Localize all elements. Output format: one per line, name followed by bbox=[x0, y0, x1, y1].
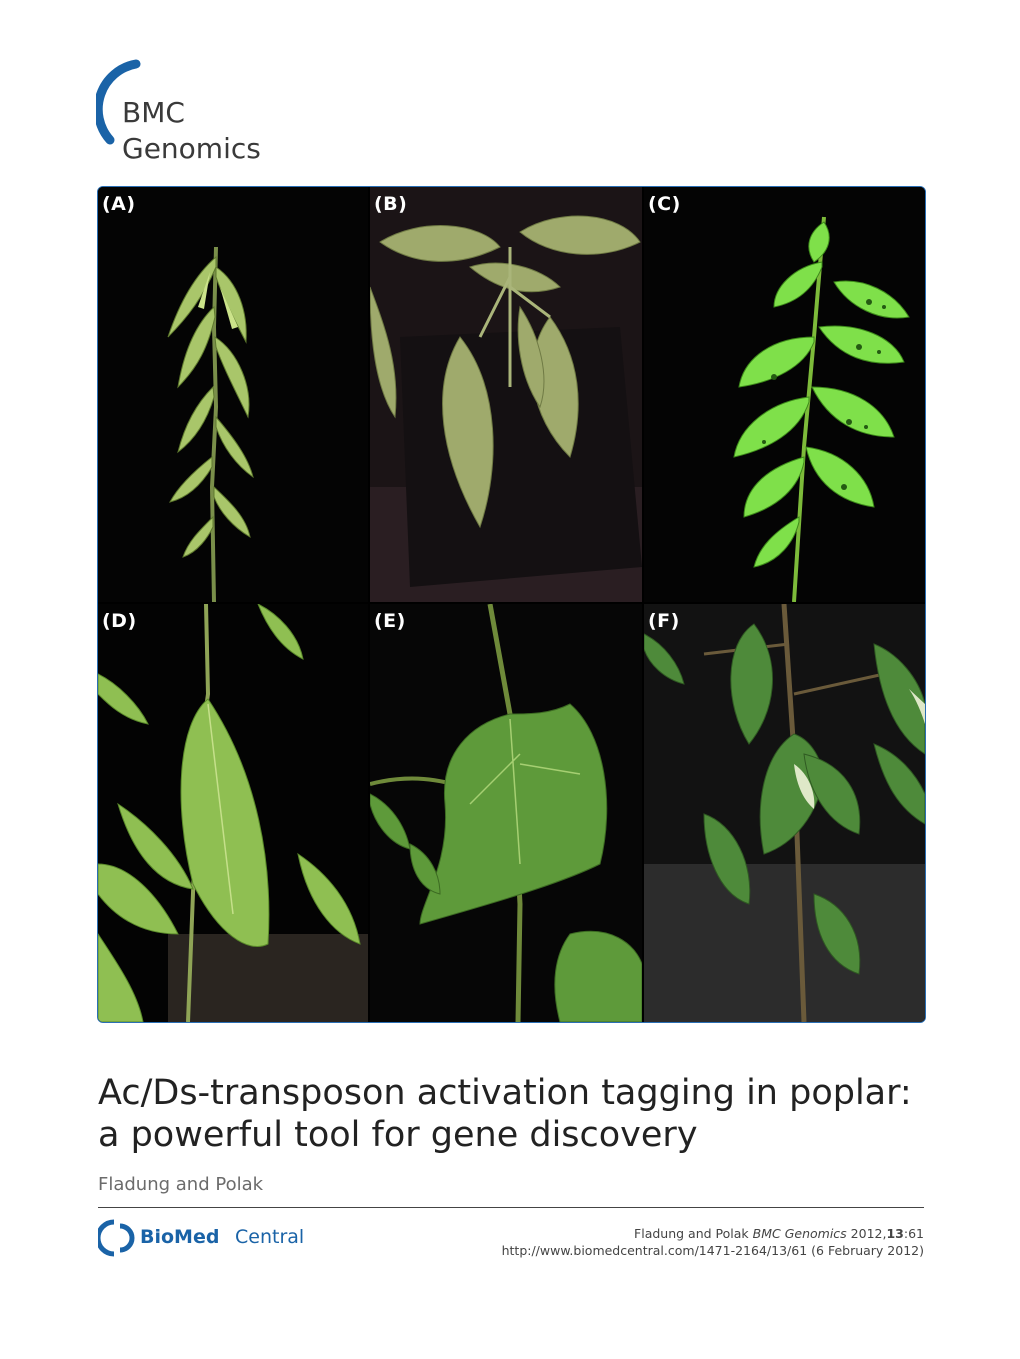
citation-line2 bbox=[502, 1242, 924, 1259]
citation-volume: 13 bbox=[886, 1226, 904, 1241]
publisher-name-light: Central bbox=[235, 1226, 305, 1248]
citation-year: 2012, bbox=[850, 1226, 887, 1241]
citation-date: (6 February 2012) bbox=[811, 1243, 924, 1258]
panel-b-plant-image bbox=[370, 187, 642, 602]
article-authors: Fladung and Polak bbox=[98, 1174, 264, 1195]
journal-name-line2: Genomics bbox=[122, 132, 261, 165]
cover-figure bbox=[97, 186, 926, 1023]
citation-authors: Fladung and Polak bbox=[634, 1226, 749, 1241]
panel-e-plant-image bbox=[370, 604, 642, 1022]
citation-article-no: :61 bbox=[903, 1226, 924, 1241]
panel-e bbox=[370, 604, 642, 1022]
panel-b bbox=[370, 187, 642, 602]
panel-c bbox=[644, 187, 925, 602]
panel-c-label: (C) bbox=[648, 193, 681, 215]
panel-f-label: (F) bbox=[648, 610, 680, 632]
citation-journal: BMC Genomics bbox=[752, 1226, 847, 1241]
panel-b-label: (B) bbox=[374, 193, 408, 215]
panel-d-plant-image bbox=[98, 604, 368, 1022]
publisher-logo bbox=[98, 1218, 305, 1258]
panel-a bbox=[98, 187, 368, 602]
citation-url[interactable]: http://www.biomedcentral.com/1471-2164/13/61 bbox=[501, 1243, 808, 1258]
panel-d-label: (D) bbox=[102, 610, 137, 632]
panel-e-label: (E) bbox=[374, 610, 406, 632]
citation-line1 bbox=[502, 1225, 924, 1242]
panel-a-plant-image bbox=[98, 187, 368, 602]
citation bbox=[502, 1225, 924, 1259]
journal-name-line1: BMC bbox=[122, 96, 185, 129]
article-title: Ac/Ds-transposon activation tagging in poplar: a powerful tool for gene discovery bbox=[98, 1073, 912, 1155]
publisher-name-bold: BioMed bbox=[140, 1226, 220, 1248]
biomed-central-logo-icon bbox=[98, 1218, 138, 1258]
panel-f bbox=[644, 604, 925, 1022]
panel-a-label: (A) bbox=[102, 193, 136, 215]
panel-c-plant-image bbox=[644, 187, 925, 602]
panel-f-plant-image bbox=[644, 604, 925, 1022]
divider bbox=[98, 1207, 924, 1208]
journal-logo bbox=[96, 58, 296, 168]
panel-d bbox=[98, 604, 368, 1022]
